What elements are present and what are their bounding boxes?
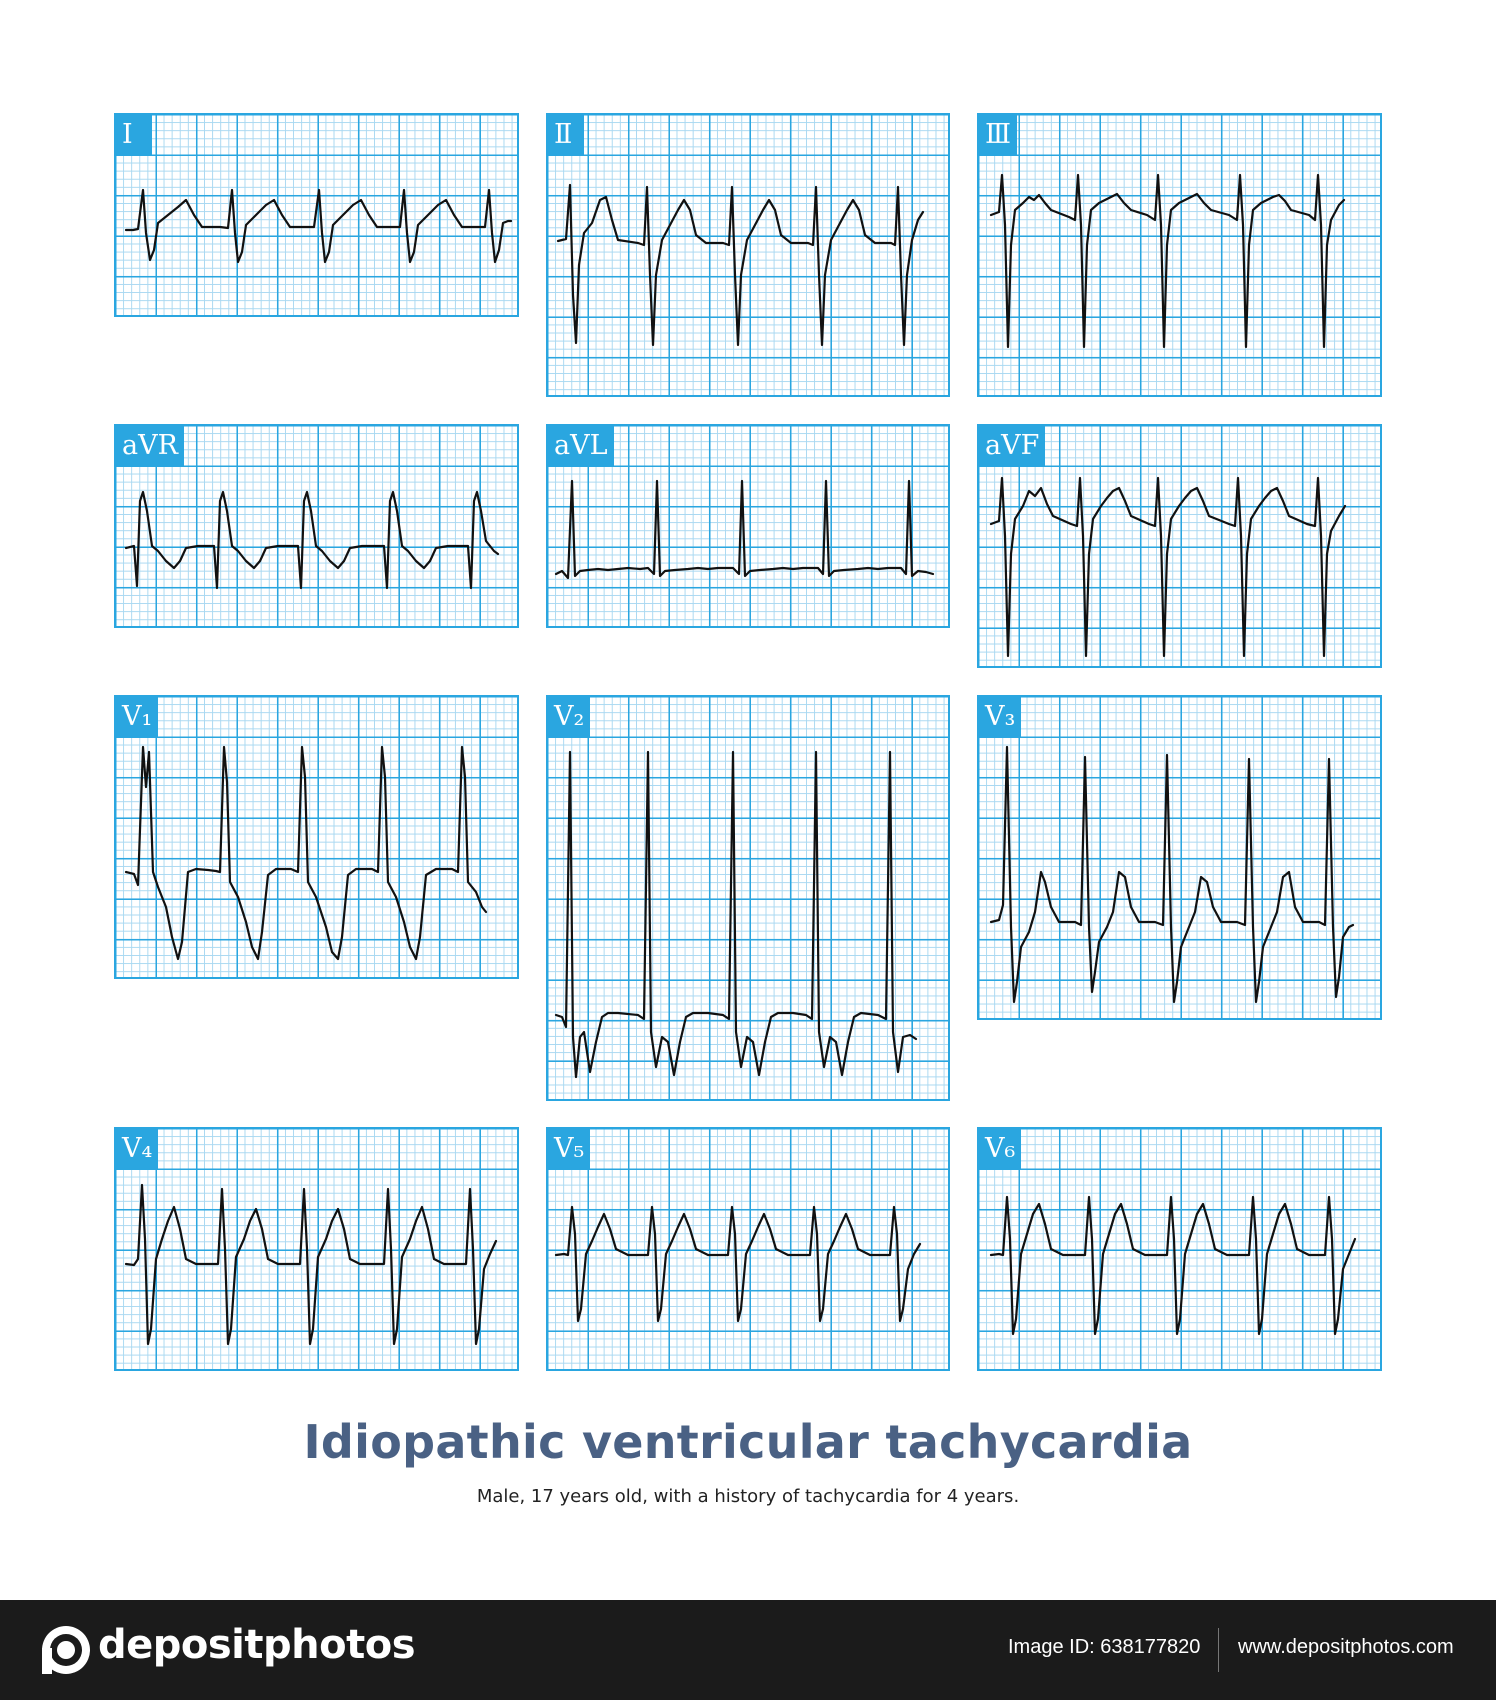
brand-name: depositphotos [98,1622,416,1668]
lead-label-V1: V₁ [116,697,158,737]
ecg-trace-svg-III [979,115,1382,397]
ecg-trace-svg-V6 [979,1129,1382,1371]
ecg-trace-V5 [556,1207,920,1321]
footer-divider [1218,1628,1219,1672]
ecg-trace-svg-V4 [116,1129,519,1371]
figure-title: Idiopathic ventricular tachycardia [303,1415,1193,1469]
ecg-trace-svg-I [116,115,519,317]
ecg-panel-lead-I [114,113,519,317]
ecg-trace-svg-V1 [116,697,519,979]
lead-label-aVF: aVF [979,426,1045,466]
ecg-panel-lead-V4 [114,1127,519,1371]
ecg-panel-lead-aVF [977,424,1382,668]
ecg-panel-lead-aVL [546,424,950,628]
figure-subtitle: Male, 17 years old, with a history of tachycardia for 4 years. [476,1486,1020,1507]
lead-label-V4: V₄ [116,1129,158,1169]
image-id-text: Image ID: 638177820 [1008,1636,1201,1658]
site-url-link[interactable]: www.depositphotos.com [1238,1636,1454,1658]
lead-label-aVL: aVL [548,426,614,466]
footer-bar [0,1600,1496,1700]
ecg-trace-III [991,175,1344,347]
ecg-trace-svg-II [548,115,950,397]
ecg-trace-svg-V2 [548,697,950,1101]
lead-label-II: Ⅱ [548,115,584,155]
ecg-trace-aVF [991,478,1345,656]
ecg-trace-aVL [556,481,933,578]
lead-label-V3: V₃ [979,697,1021,737]
ecg-panel-lead-V3 [977,695,1382,1020]
lead-label-aVR: aVR [116,426,184,466]
lead-label-III: Ⅲ [979,115,1017,155]
ecg-panel-lead-V6 [977,1127,1382,1371]
ecg-panel-lead-V2 [546,695,950,1101]
ecg-trace-V4 [126,1185,496,1344]
lead-label-V5: V₅ [548,1129,590,1169]
ecg-panel-lead-aVR [114,424,519,628]
ecg-panel-lead-III [977,113,1382,397]
ecg-trace-I [126,190,511,262]
ecg-trace-aVR [126,492,498,588]
ecg-trace-svg-V5 [548,1129,950,1371]
depositphotos-logo-icon [40,1622,90,1678]
lead-label-V6: V₆ [979,1129,1021,1169]
ecg-trace-II [558,185,923,345]
ecg-panel-lead-V1 [114,695,519,979]
ecg-trace-V2 [556,752,916,1077]
ecg-trace-V3 [991,747,1353,1002]
ecg-trace-svg-V3 [979,697,1382,1020]
lead-label-V2: V₂ [548,697,590,737]
lead-label-I: I [116,115,152,155]
ecg-trace-V6 [991,1197,1355,1334]
ecg-panel-lead-V5 [546,1127,950,1371]
ecg-panel-lead-II [546,113,950,397]
ecg-trace-V1 [126,747,486,959]
